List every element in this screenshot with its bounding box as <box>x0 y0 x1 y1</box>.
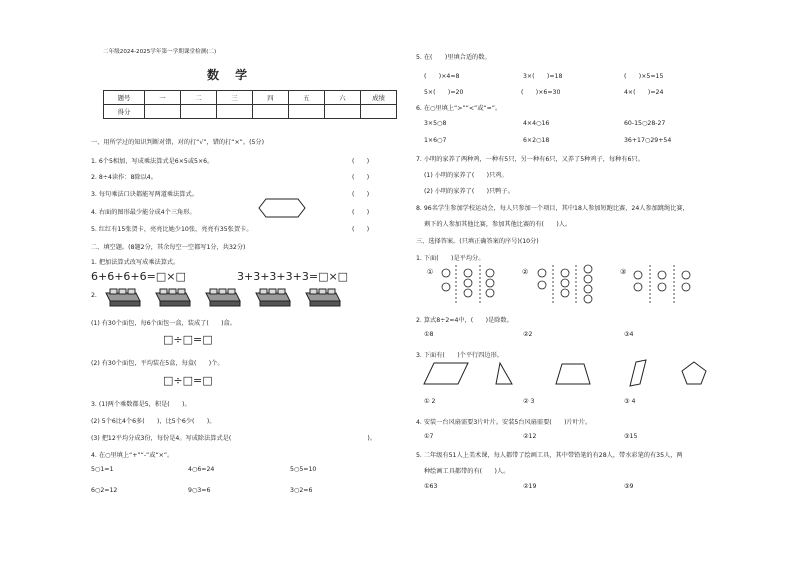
hexagon-figure <box>258 198 306 218</box>
choice-option[interactable]: ② <box>522 268 529 276</box>
operator-item[interactable]: 6○2=12 <box>91 487 118 494</box>
number-blank-item[interactable]: ( )×6=30 <box>521 89 561 96</box>
score-input-cell[interactable] <box>289 105 325 119</box>
bread-boxes-illustration <box>104 287 356 307</box>
circle-groups-illustration <box>436 265 706 309</box>
judge-item-3: 3. 每句乘法口诀都能写两道乘法算式。 <box>91 191 198 198</box>
judge-blank-1[interactable]: ( ) <box>352 158 370 165</box>
judge-blank-2[interactable]: ( ) <box>352 174 370 181</box>
trapezoid-shape <box>556 364 590 384</box>
number-blank-item[interactable]: 3×( )=18 <box>523 73 563 80</box>
operator-item[interactable]: 9○3=6 <box>188 487 211 494</box>
bread-box-icon <box>306 289 340 306</box>
choice-option[interactable]: ③4 <box>624 331 634 338</box>
division-equation-2: □÷□=□ <box>163 374 213 387</box>
choice-option[interactable]: ③9 <box>624 483 634 490</box>
fill-q2b: (2) 有30个面包，平均装在5盒，每盒( )个。 <box>91 360 224 367</box>
judge-item-5: 5. 红红有15张贺卡，亮亮比她少10张，亮亮有35张贺卡。 <box>91 226 253 233</box>
judge-blank-5[interactable]: ( ) <box>352 226 370 233</box>
operator-item[interactable]: 5○5=10 <box>290 466 317 473</box>
score-cell: 成绩 <box>361 91 397 105</box>
choice-option[interactable]: ① 2 <box>424 398 436 405</box>
choice-q1: 1. 下面( )是平均分。 <box>416 255 485 262</box>
shapes-illustration <box>424 360 714 390</box>
fill-q5: 5. 在( )里填合适的数。 <box>416 54 491 61</box>
choice-q5: 5. 二年级有51人上美术课，每人都带了绘画工具，其中带铅笔的有28人，带水彩笔的有35人，两 <box>416 452 683 459</box>
score-input-cell[interactable] <box>325 105 361 119</box>
division-equation-1: □÷□=□ <box>163 333 213 346</box>
operator-item[interactable]: 5○1=1 <box>91 466 114 473</box>
fill-q4: 4. 在○里填上“+”“-”或“×”。 <box>91 452 174 459</box>
fill-q7b: (2) 小明的家养了( )只鸭子。 <box>424 188 514 195</box>
fill-q8b: 剩下的人参加其他比赛，参加其他比赛的有( )人。 <box>424 221 572 228</box>
score-cell: 六 <box>325 91 361 105</box>
choice-option[interactable]: ①63 <box>424 483 438 490</box>
score-cell: 五 <box>289 91 325 105</box>
fill-q3b: (2) 5个6比4个6多( )，比5个6少( )。 <box>91 418 216 425</box>
exam-header-line: 二年级2024-2025学年第一学期课堂检测(二) <box>103 49 217 55</box>
choice-option[interactable]: ② 3 <box>523 398 535 405</box>
score-table <box>103 90 397 119</box>
parallelogram-shape <box>424 363 468 384</box>
number-blank-item[interactable]: 4×( )=24 <box>624 89 664 96</box>
judge-item-1: 1. 6个5相加，写成乘法算式是6×5或5×6。 <box>91 158 214 165</box>
compare-item[interactable]: 4×4○16 <box>523 120 550 127</box>
choice-q3: 3. 下面有( )个平行四边形。 <box>416 352 503 359</box>
equation-2: 3+3+3+3+3=□×□ <box>237 270 349 283</box>
fill-q3c: (3) 把12平均分成3份，每份是4。写成除法算式是( )。 <box>91 435 376 442</box>
compare-item[interactable]: 1×6○7 <box>424 137 447 144</box>
bread-box-icon <box>206 289 240 306</box>
judge-item-2: 2. 8÷4读作：8除以4。 <box>91 174 157 181</box>
compare-item[interactable]: 6×2○18 <box>523 137 550 144</box>
score-input-cell[interactable] <box>361 105 397 119</box>
score-cell: 得分 <box>104 105 145 119</box>
judge-blank-3[interactable]: ( ) <box>352 191 370 198</box>
judge-item-4: 4. 右面的图形最少能分成4个三角形。 <box>91 209 196 216</box>
score-input-cell[interactable] <box>181 105 217 119</box>
part3-heading: 三、选择答案。(只填正确答案的序号)(10分) <box>416 238 539 245</box>
fill-q7: 7. 小明的家养了两种鸡，一种有5只，另一种有6只，又养了5种鸡子，每种有6只。 <box>416 156 644 163</box>
bread-box-icon <box>256 289 290 306</box>
score-cell: 四 <box>253 91 289 105</box>
fill-q2a: (1) 有30个面包，每6个面包一盒，装成了( )盒。 <box>91 320 236 327</box>
score-input-cell[interactable] <box>217 105 253 119</box>
compare-item[interactable]: 36+17○29+54 <box>624 137 672 144</box>
operator-item[interactable]: 4○6=24 <box>188 466 215 473</box>
choice-option[interactable]: ②2 <box>523 331 533 338</box>
score-table-score-row <box>104 105 397 119</box>
score-input-cell[interactable] <box>253 105 289 119</box>
pentagon-shape <box>682 362 706 384</box>
number-blank-item[interactable]: 5×( )=20 <box>424 89 464 96</box>
part2-heading: 二、填空题。(8题2分，其余每空一空都写1分，共32分) <box>91 244 246 251</box>
score-table-header-row <box>104 91 397 105</box>
compare-item[interactable]: 3×5○8 <box>424 120 447 127</box>
bread-box-icon <box>156 289 190 306</box>
choice-option[interactable]: ①7 <box>424 433 434 440</box>
choice-option[interactable]: ②12 <box>523 433 537 440</box>
rhombus-shape <box>630 360 646 386</box>
fill-q6: 6. 在○里填上“>”“<”或“=”。 <box>416 105 502 112</box>
bread-box-icon <box>106 289 140 306</box>
choice-q4: 4. 安装一台风扇需要3片叶片。安装5台风扇需要( )片叶片。 <box>416 419 592 426</box>
part1-heading: 一、用所学过的知识判断对错，对的打“√”，错的打“×”。(5分) <box>91 139 265 146</box>
choice-option[interactable]: ③ 4 <box>624 398 636 405</box>
score-cell: 二 <box>181 91 217 105</box>
triangle-shape <box>496 363 512 384</box>
number-blank-item[interactable]: ( )×5=15 <box>624 73 664 80</box>
compare-item[interactable]: 60-15○28-27 <box>624 120 666 127</box>
choice-option[interactable]: ②19 <box>523 483 537 490</box>
judge-blank-4[interactable]: ( ) <box>352 209 370 216</box>
fill-q1: 1. 把加法算式改写成乘法算式。 <box>91 259 180 266</box>
score-cell: 三 <box>217 91 253 105</box>
score-input-cell[interactable] <box>145 105 181 119</box>
number-blank-item[interactable]: ( )×4=8 <box>424 73 460 80</box>
fill-q2-label: 2. <box>91 292 97 299</box>
fill-q3a: 3. (1)两个乘数都是5，积是( )。 <box>91 401 191 408</box>
choice-option[interactable]: ①8 <box>424 331 434 338</box>
score-cell: 题号 <box>104 91 145 105</box>
score-cell: 一 <box>145 91 181 105</box>
equation-1: 6+6+6+6=□×□ <box>91 270 186 283</box>
choice-option[interactable]: ③15 <box>624 433 638 440</box>
choice-option[interactable]: ① <box>427 268 434 276</box>
subject-title: 数 学 <box>207 68 254 82</box>
fill-q7a: (1) 小明的家养了( )只鸡。 <box>424 172 508 179</box>
choice-q5-cont: 种绘画工具都带的有( )人。 <box>424 468 510 475</box>
operator-item[interactable]: 3○2=6 <box>290 487 313 494</box>
choice-option[interactable]: ③ <box>620 268 627 276</box>
choice-q2: 2. 算式8÷2=4中，( )是除数。 <box>416 317 513 324</box>
fill-q8: 8. 96名学生参加学校运动会，每人只参加一个项目，其中18人参加短跑比赛，24人参加跳绳比赛， <box>416 205 689 212</box>
